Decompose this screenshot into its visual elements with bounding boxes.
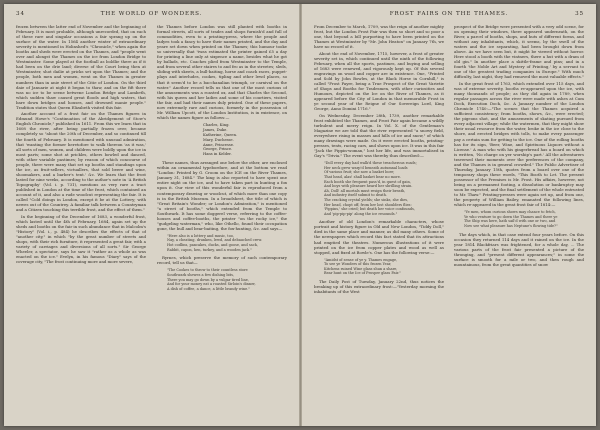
list-item: Charles, King. bbox=[203, 122, 230, 127]
verse-line: Ah, Doll! all mortals must resign their breath, bbox=[324, 188, 406, 193]
verse-quote bbox=[464, 210, 584, 228]
verse-line: Hot codlins, pancakes, ducks, and goose, and sack, bbox=[167, 243, 258, 248]
paragraph: These names, thus arranged one below the other, are enclosed within an ornamental typebordure, and at the bottom we read "London: Printed by G. Croom on the ICE on the River Thames, January 31, 1684." The king is also reported to have spent one entire night on the ice, and to have taken part in hunting a fox upon it. Our view of this wonderful fair is reproduced from a contemporary drawing or woodcut, of which more than one copy is in the British Museum. In a broadsheet, the title of which is "Great Britain's Wonder; or London's Admiration," is mentioned "a street of booths," which extended from the Temple to Southwark. It has some doggerel verse, referring to the coffee-houses and coffee-booths, the printer "on the rocky ice," the "gudgeling waterman," who, like Othello, found their occupation gone, the bull and bear-baiting, the fox-hunting, &c. and says— bbox=[157, 160, 287, 231]
verse-line: Now see what pleasure has Neptune's flowing tide?" bbox=[464, 223, 558, 228]
right-page-column-2 bbox=[454, 24, 584, 420]
right-page-column-1 bbox=[314, 24, 444, 420]
verse-line: The cracking crystal yields; she sinks, she dies, bbox=[324, 197, 409, 202]
verse-line: To see ye Wonders of this frozen Year, bbox=[324, 262, 392, 267]
list-item: Anne, Princesse. bbox=[203, 142, 235, 147]
printed-names-list bbox=[203, 123, 287, 157]
verse-line: Each booth she frequent pass'd, in quest of gain, bbox=[324, 179, 411, 184]
verse-line: 'Pippins,' she cried; but death her voice confounds, bbox=[324, 207, 415, 212]
verse-line: And 'pip-pip-pip' along the ice resounds." bbox=[324, 211, 398, 216]
verse-line: Nay, a cheating, drunken, lewd, and debauched crew. bbox=[167, 238, 263, 243]
list-item: George, Prince. bbox=[203, 147, 233, 152]
right-page-header bbox=[314, 11, 584, 20]
right-page bbox=[302, 4, 596, 426]
verse-line: Of various fruit; she now a basket bore; bbox=[324, 170, 395, 175]
list-item: Katherine, Queen. bbox=[203, 132, 238, 137]
left-page-column-2 bbox=[157, 24, 287, 420]
paragraph: the Thames before London was still planted with booths in formal streets, all sorts of trades and shops furnish'd and full of commodities, even to a printing-press, where the people and ladyes took a fancy to have their names printed, and the day and yeare set down when printed on the Thames; this humour tooke so universally that 'twas estimated the printer gained £5 a day for printing a line only at sixpence a name, besides what he got by ballads, etc. Coaches plied from Westminster to the Temple, and from several other staires to and fro as in the streetes; sleds, sliding with skeets, a bull-baiting, horse and coach races, puppet-plays and interludes, cookes, tipling and other lewd places, so that it seem'd to be a bacchanalian triumph, or carnival on the water." Another record tells us that one of the most curious of the amusements was a roasted ox, and that Charles the Second, with his queen and her ladies and some of his courtiers, visited the fair, and had their names duly printed. One of these papers, now extremely rare and curious, formerly in the possession of Mr. William Upcott, of the London Institution, is in existence, on which the names figure as follows:— bbox=[157, 24, 287, 120]
verse-quote bbox=[167, 234, 287, 252]
verse-quote bbox=[167, 268, 287, 291]
verse-quote bbox=[324, 161, 444, 216]
list-item: Hans in Kelder. bbox=[203, 152, 232, 157]
verse-line: And industry itself submit to death. bbox=[324, 193, 387, 198]
verse-line: Her neck grew warp'd beneath autumnal loads bbox=[324, 165, 408, 170]
page-number: 35 bbox=[575, 11, 584, 17]
verse-line: Rabbit, capon, hen, turkey, and a wooden jack." bbox=[167, 247, 252, 252]
paragraph: From December to March, 1709, was the reign of another mighty frost, but the London Frost Fair was then so short and so poor a one, that beyond a bill purporting to have been printed on the Thames at Westminster by "Mr. John Heaton" on January 7th, we have no record of it. bbox=[314, 24, 444, 50]
left-page bbox=[4, 4, 299, 426]
verse-line: A dish of coffee, a dance, a little brandy wine." bbox=[167, 286, 250, 291]
page-number: 34 bbox=[16, 11, 25, 17]
left-page-header bbox=[16, 11, 287, 20]
verse-line: Ye who venture to go down the Thames and there ye bbox=[464, 214, 558, 219]
paragraph: Another of old London's remarkable characters, whose portrait and history figure in Old and New London, "Tiddy Doll," died in the same place and manner, as did many others. Some of the newspapers which record this fact stated that its attractions had emptied the theatres. Numerous illustrations of it were printed on the ice from copper plates and wood as well as stopped, and fixed at Bowle's. One has the following verse:— bbox=[314, 219, 444, 255]
paragraph: frozen between the latter end of November and the beginning of February. It is most probable, although unrecorded, that on each of these rare and singular occasions a fair sprang up on the surface of the water. In 1564 another winter of extraordinary severity is mentioned in Holinshed's "Chronicle," when again the booths and sheds were erected on the Thames, and "people went over and alongst the Thames on the ice from London Bridge to Westminster. Some played at the football as boldlie there as if it had been on the drie land; diverse of the Court being then at Westminster, shot dailie at pricks set upon the Thames; and the people, both men and women, went on the Thames in greater numbers than in anie street of the Citie of London. On the third daie of Januarie at night it began to thaw, and on the fift there was no ice to be seene betwene London Bridge and Lambeth, which sudden thaw caused great floods and high waters, that bare down bridges and houses, and drowned manie people." Tradition states that Queen Elizabeth visited this fair. bbox=[16, 24, 146, 110]
verse-line: There you may go down by a vulgar tired line, bbox=[167, 277, 249, 282]
verse-line: "The Cookes to throw to their countless store bbox=[167, 268, 248, 273]
paragraph: Another account of a frost fair on the Thames figures in Edmund Howe's "Continuation of the Abridgement of Stow's English Chronicle," published in 1611. From this we learn that in 1608 the river, after being partially frozen over, became completely so "about the 20th of December, and so continued till the fourth of February. It is mentioned with unusual admiration, that 'wanting the former heretofore to walk thereon 'as it was,' all sorts of men, women, and children were boldly upon the ice in most parts; some shot at prickles, others bowled and danced, with other variable pastimes; by reason of which concourse of people, there were many that set up booths and standings upon the ice, as fruit-sellers, victuallers, that sold beere and wine, shoomakers, and a barber's tent.' &c. We learn that the frost lasted for nine weeks, according to the author's note in 'A British Topography' (Vol. i. p. 731), mentions as very rare a tract published in London at the time of the frost, which contained an account of it, and also a rude woodcut representing the fair. It is called "Cold doings in London, except it be at the Lottery; with newes out of the Countrey. A familiar talk between a Countryman and a Citizen touching this terrible frost, and the effect of them." bbox=[16, 111, 146, 213]
verse-line: Her head, chopt off, from her lost shoulders flies: bbox=[324, 202, 412, 207]
paragraph: About the end of November, 1715, however, a frost of greater severity set in, which continued until the ninth of the following February, when all the sports, pastimes, and buying and selling of 1683 were renewed, and vigorously kept up. Of this several engravings on wood and copper are in existence. One, "Printed and Sold by John Bowles, at the Black Horse in Cornhill," is called "Frost Fayre, being a True Prospect of the Great Varietie of Shops and Booths for Tradesmen, with other curiosities and Humours, depicted on the Ice on the River of Thames, as it appeared before the City of London in that memorable Frost in ye second year of the Reigne of Our Sovereign Lord, King George, Anno Domini 1716." bbox=[314, 50, 444, 112]
verse-line: That head, alas! shall basket bear no more. bbox=[324, 175, 401, 179]
paragraph: In the beginning of the December of 1683, a wonderful frost, which lasted until the 4th of February, 1684, again set up the sheds and booths on the fair in such abundance that in Malcolm's "History" (Vol. i., p. 484) he describes the effects of that of "another city," in which "by the great number of streets and shops, with their rich furniture, it represented a great fair, with a variety of carriages and diversions of all sorts." Sir George Wheeler, a spectator, says he saw it "rather as a whole as was enacted on the ice." Evelyn, in his famous "Diary" says of the coverage city, "The frost continuing more and more severe, bbox=[16, 213, 146, 265]
verse-line: "Ye men, whom curious shows may chance to fetch, bbox=[464, 210, 556, 215]
verse-line: Kitchens ruined Wine glass shun a share, bbox=[324, 266, 398, 271]
verse-quote bbox=[324, 258, 444, 276]
running-head: FROST FAIRS ON THE THAMES. bbox=[389, 11, 509, 17]
verse-line: And for your money eat a roasted Sirloin's dinner, bbox=[167, 282, 256, 287]
paragraph: The days which, in that case extend four years before. On this occasion they returned 114 days and it rained on the ice. In the year 1814 Blackfriars was frightened, for a whole day, ... The various parts of the frost fair presented a picture of the thronging, and "present different appearances;" in some the surface is smooth for a mile or two, and then rough and mountainous, from the great quantities of snow bbox=[454, 231, 584, 267]
verse-line: "Amidst of sense of ye y. Thames engage, bbox=[324, 257, 398, 262]
verse-line: The Ship was here, hath sail'd with one or two, and bbox=[464, 219, 556, 224]
running-head: THE WORLD OF WONDERS. bbox=[100, 11, 203, 17]
verse-line: Bear hunt on the Ice of Prosper glass Fair." bbox=[324, 271, 401, 276]
left-page-column-1 bbox=[16, 24, 146, 420]
paragraph: Ryrnes, which preserve the memory of such contemporary record, tell us that— bbox=[157, 255, 287, 266]
verse-line: And boys with pleasure heard her shrilling strain. bbox=[324, 184, 413, 189]
paragraph: The Daily Post of Tuesday, January 22nd, thus notices the breaking up of this extraordinary frost:—"Yesterday morning the inhabitants of the West bbox=[314, 279, 444, 295]
paragraph: prospect of the Bridge were presented with a very odd scene, for on opening their windows, there appeared underneath, on the River, a parcel of booths, shops, and huts of different forms, and without any inhabitants, which, it seems, by the swell of the waters and the ice separating, had been brought down from above. As we have seen but, it might be viewed without horror. Here stood a booth with the vintners, there a hut with a dram of old gin." In another place a skittle-frame and pins; and in a fourth 'the Noble Art and Mystery of Printing,' by a servant to one of the greatest trading companies in Europe." With much difficulty, last night, they had removed the most valuable effects." bbox=[454, 24, 584, 80]
paragraph: In the great frost of 1763, which extended over 115 days, and was of extreme severity, booths re-appeared upon the ice, with many thousands of people; as they did again in 1789, when regular passages across the river were made with ashes at Cum Dock, Execution Dock, &c. A January number of the London Chronicle 1740:—"The scenes that the Thames acquired a sufficient consistency; from booths, shows, &c., were erected; the pigeons shot, and the amusements of skating pursued from every adjacent village; while the watermen, that they might show their usual resource from the water, broke in the ice close to the shore, and erected bridges with tolls, to make every passenger pay a certain sum for getting to the ice. One of the rolling booths has for its sign, 'Beer, Wine, and Spirituous Liquors without a License.' A man who with his gingerbread has a board on which is written, 'No charge on yer worship's part.' All the adventurers traversed their moments over the preferences of the company, and the Thames is in general crowded." The Public Advertiser of Thursday, January 15th, quotes from a board over one of the temporary shops these words, "This Booth to Let. The present possessor of the Premises is Mr. Frost. His affairs, however, not being on a permanent footing, a dissolution or bankruptcy may soon be expected, and the final settlement of the whole entrusted to Mr. Thaw." Printing-presses were again set up, and from one, the property of William Bailey, emanated the following lines, which re-appeared in the great frost fair of 1814:— bbox=[454, 81, 584, 208]
list-item: Mary, Duchesse. bbox=[203, 137, 234, 142]
verse-line: "Doll every day had walk'd these treacherous roads; bbox=[324, 161, 417, 166]
book-spread bbox=[4, 4, 596, 426]
verse-line: Southwark shewes a few dishing bits, bbox=[167, 272, 234, 277]
list-item: James, Duke. bbox=[203, 127, 228, 132]
paragraph: On Wednesday, December 28th, 1739, another remarkable frost exhibited the Thames, and Frost Fair again became a wildly turbulent and merry reign. In Vol. X. of the Gentleman's Magazine we are told that the river represented "a snowy field, everywhere rising in masses and hills of ice and snow," of which many drawings were made. On it were erected booths, printing-presses, tents, racing cars, and shows upon ice. It was in this fair "Jack the Pippin-woman," lost her life, and was immortalised in Gay's "Trivia." The event was thereby thus described:— bbox=[314, 112, 444, 159]
verse-line: "Here also is a lottery and music, too, bbox=[167, 233, 235, 238]
